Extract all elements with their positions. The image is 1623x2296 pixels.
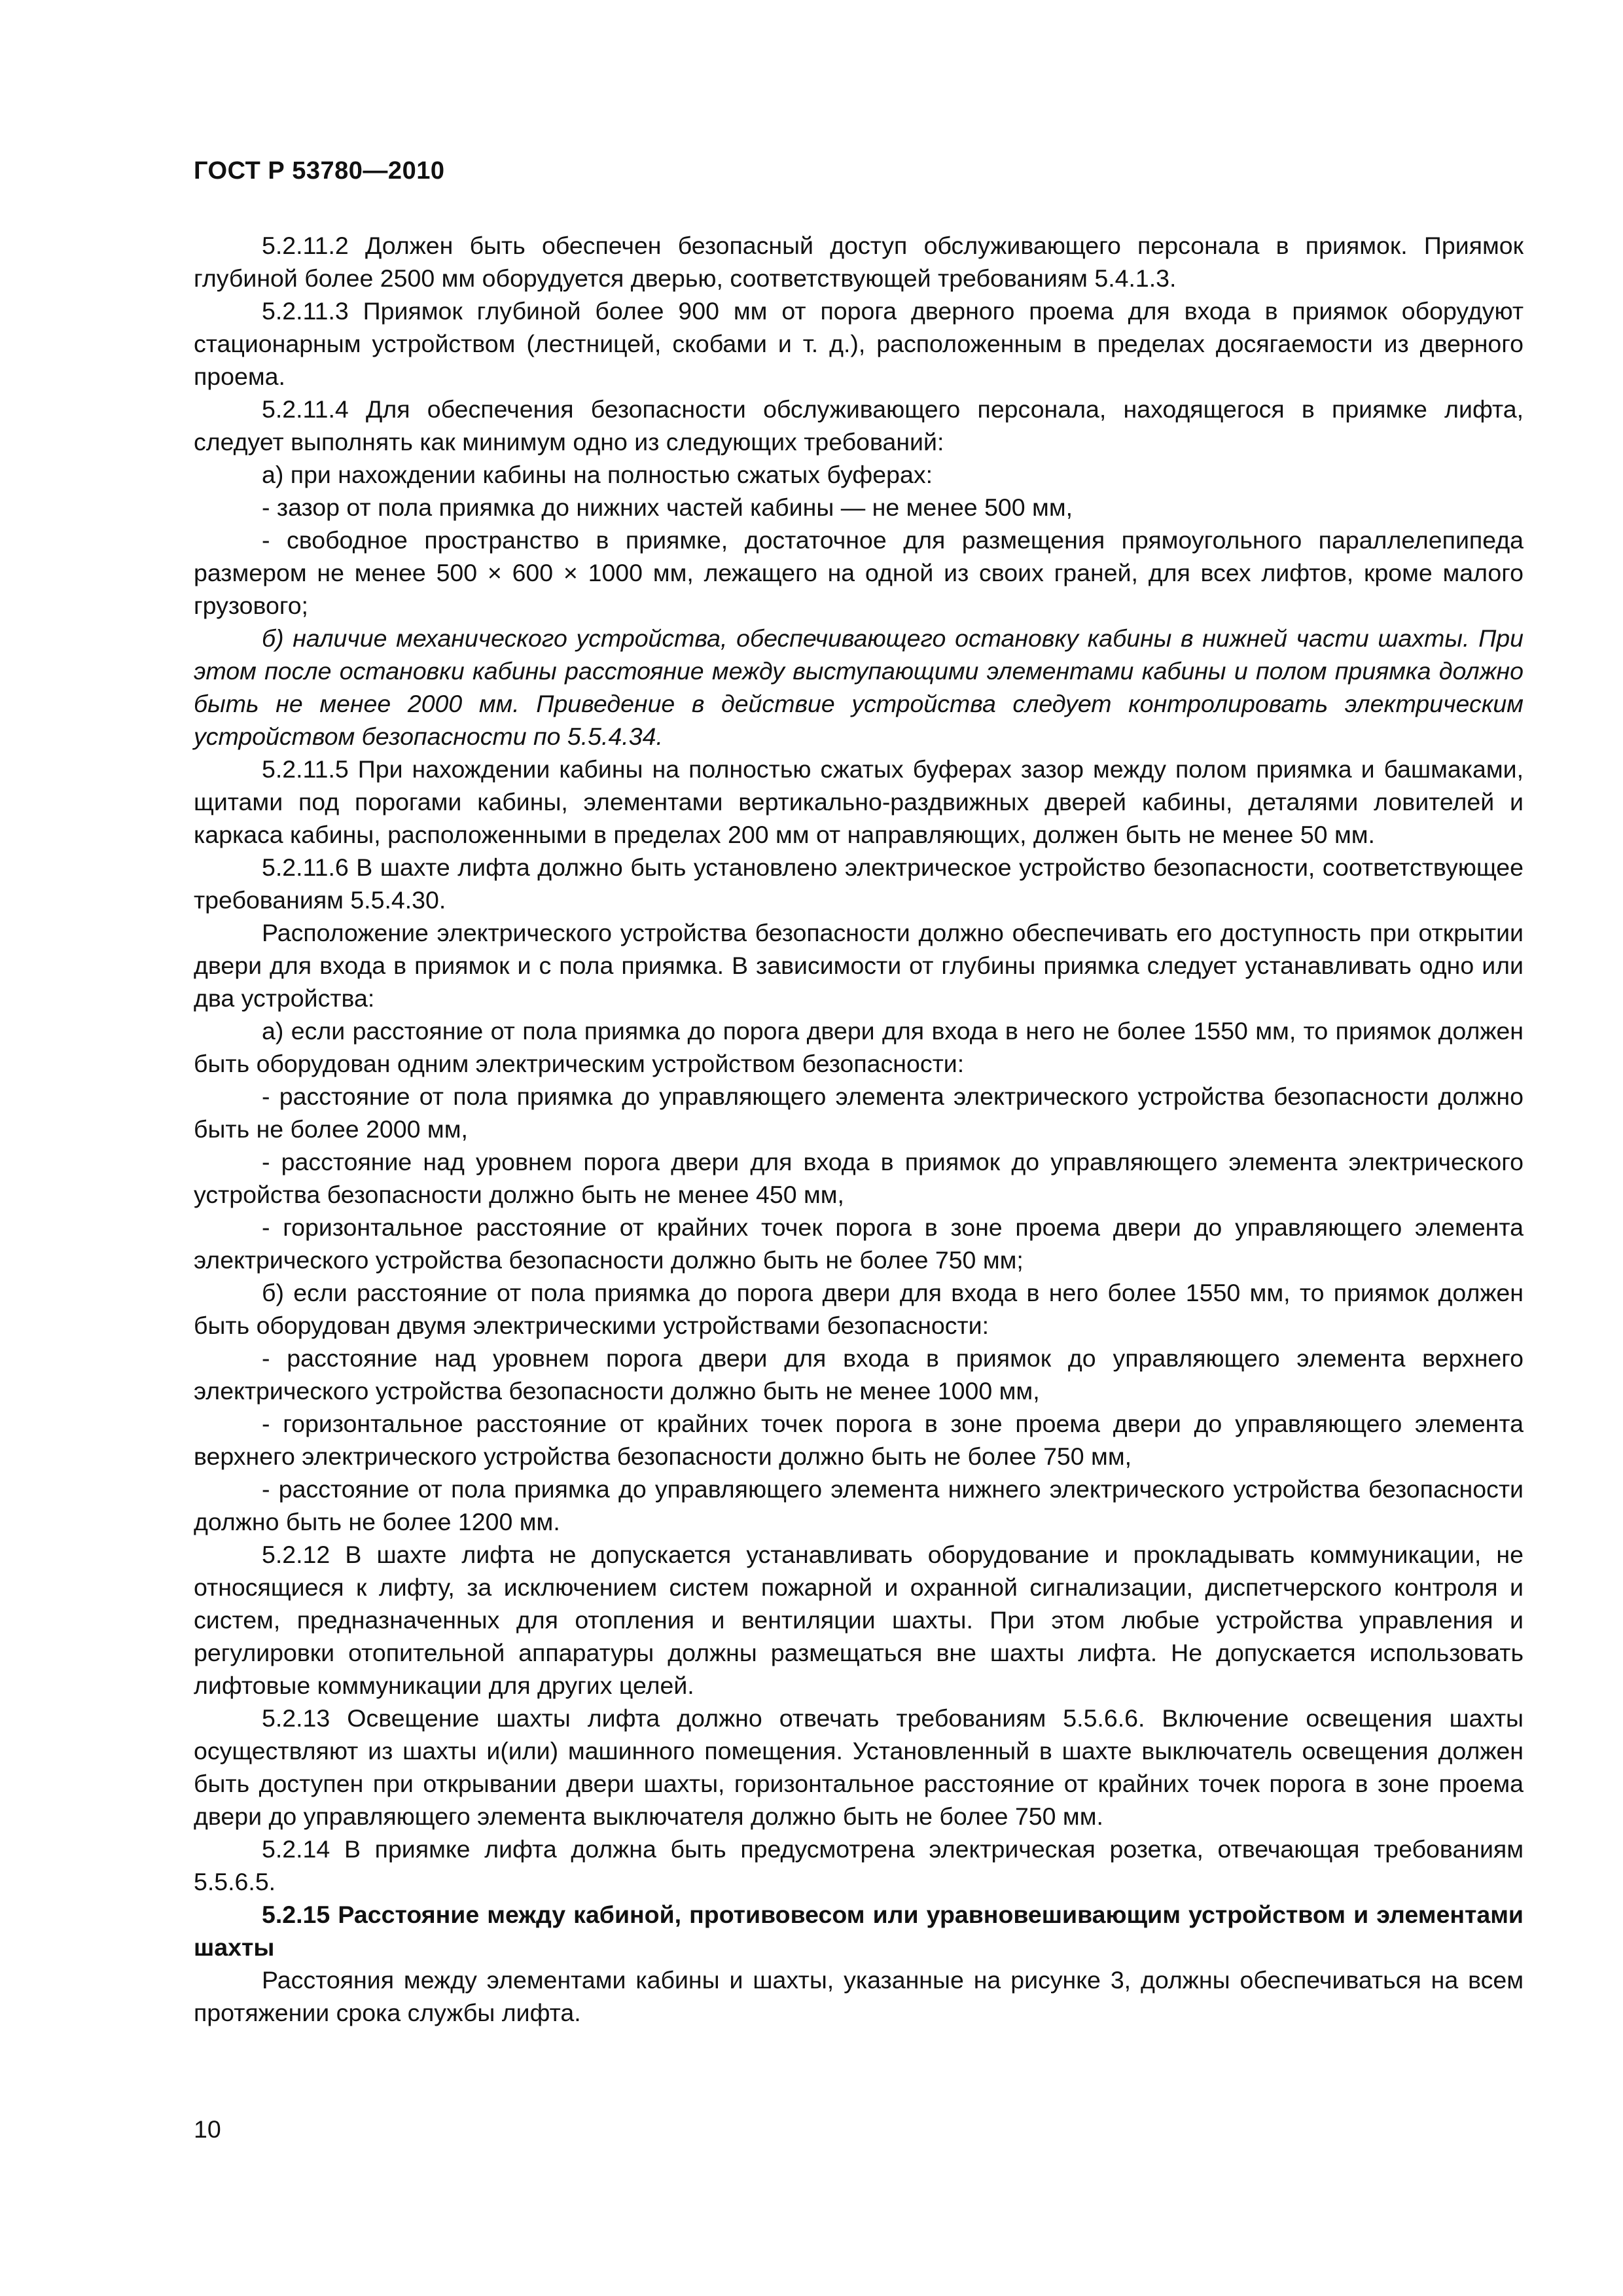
paragraph-placement: Расположение электрического устройства безопасности должно обеспечивать его доступность при открытии двери для входа в приямок и с пола приямка. В зависимости от глубины приямка следует устанавливать одно или два устройства: [194, 919, 1524, 1012]
clause-5-2-13: 5.2.13 Освещение шахты лифта должно отвечать требованиям 5.5.6.6. Включение освещения шахты осуществляют из шахты и(или) машинного помещения. Установленный в шахте выключатель освещения должен быть доступен при открывании двери шахты, горизонтальное расстояние от крайних точек порога в зоне проема двери до управляющего элемента выключателя должно быть не более 750 мм. [194, 1704, 1524, 1830]
clause-5-2-14: 5.2.14 В приямке лифта должна быть предусмотрена электрическая розетка, отвечающая требованиям 5.5.6.5. [194, 1835, 1524, 1895]
clause-5-2-12: 5.2.12 В шахте лифта не допускается устанавливать оборудование и прокладывать коммуникации, не относящиеся к лифту, за исключением систем пожарной и охранной сигнализации, диспетчерского контроля и систем, предназначенных для отопления и вентиляции шахты. При этом любые устройства управления и регулировки отопительной аппаратуры должны размещаться вне шахты лифта. Не допускается использовать лифтовые коммуникации для других целей. [194, 1541, 1524, 1699]
list-item-dash: - горизонтальное расстояние от крайних точек порога в зоне проема двери до управляющего элемента электрического устройства безопасности должно быть не более 750 мм; [194, 1213, 1524, 1274]
list-item-dash: - расстояние от пола приямка до управляющего элемента нижнего электрического устройства безопасности должно быть не более 1200 мм. [194, 1475, 1524, 1535]
page-number: 10 [194, 2115, 221, 2143]
document-code-header: ГОСТ Р 53780—2010 [194, 157, 445, 185]
list-item-a: а) при нахождении кабины на полностью сжатых буферах: [262, 461, 933, 488]
clause-5-2-11-6: 5.2.11.6 В шахте лифта должно быть установлено электрическое устройство безопасности, соответствующее требованиям 5.5.4.30. [194, 853, 1524, 914]
list-item-dash: - расстояние над уровнем порога двери для входа в приямок до управляющего элемента электрического устройства безопасности должно быть не менее 450 мм, [194, 1148, 1524, 1208]
section-heading-5-2-15: 5.2.15 Расстояние между кабиной, противовесом или уравновешивающим устройством и элементами шахты [194, 1901, 1524, 1961]
list-item-b-italic: б) наличие механического устройства, обеспечивающего остановку кабины в нижней части шахты. При этом после остановки кабины расстояние между выступающими элементами кабины и полом приямка должно быть не менее 2000 мм. Приведение в действие устройства следует контролировать электрическим устройством безопасности по 5.5.4.34. [194, 624, 1524, 750]
clause-5-2-11-2: 5.2.11.2 Должен быть обеспечен безопасный доступ обслуживающего персонала в приямок. Приямок глубиной более 2500 мм оборудуется дверью, соответствующей требованиям 5.4.1.3. [194, 232, 1524, 292]
clause-5-2-11-5: 5.2.11.5 При нахождении кабины на полностью сжатых буферах зазор между полом приямка и башмаками, щитами под порогами кабины, элементами вертикально-раздвижных дверей кабины, деталями ловителей и каркаса кабины, расположенными в пределах 200 мм от направляющих, должен быть не менее 50 мм. [194, 755, 1524, 848]
document-body [194, 229, 1524, 2029]
clause-5-2-11-4: 5.2.11.4 Для обеспечения безопасности обслуживающего персонала, находящегося в приямке лифта, следует выполнять как минимум одно из следующих требований: [194, 395, 1524, 456]
list-item-dash: - зазор от пола приямка до нижних частей кабины — не менее 500 мм, [262, 493, 1073, 521]
paragraph-distances: Расстояния между элементами кабины и шахты, указанные на рисунке 3, должны обеспечиваться на всем протяжении срока службы лифта. [194, 1966, 1524, 2026]
list-item-dash: - расстояние над уровнем порога двери для входа в приямок до управляющего элемента верхнего электрического устройства безопасности должно быть не менее 1000 мм, [194, 1344, 1524, 1405]
list-item-dash: - расстояние от пола приямка до управляющего элемента электрического устройства безопасности должно быть не более 2000 мм, [194, 1083, 1524, 1143]
list-item-a: а) если расстояние от пола приямка до порога двери для входа в него не более 1550 мм, то приямок должен быть оборудован одним электрическим устройством безопасности: [194, 1017, 1524, 1077]
list-item-dash: - горизонтальное расстояние от крайних точек порога в зоне проема двери до управляющего элемента верхнего электрического устройства безопасности должно быть не более 750 мм, [194, 1410, 1524, 1470]
list-item-b: б) если расстояние от пола приямка до порога двери для входа в него более 1550 мм, то приямок должен быть оборудован двумя электрическими устройствами безопасности: [194, 1279, 1524, 1339]
list-item-dash: - свободное пространство в приямке, достаточное для размещения прямоугольного параллелепипеда размером не менее 500 × 600 × 1000 мм, лежащего на одной из своих граней, для всех лифтов, кроме малого грузового; [194, 526, 1524, 619]
clause-5-2-11-3: 5.2.11.3 Приямок глубиной более 900 мм от порога дверного проема для входа в приямок оборудуют стационарным устройством (лестницей, скобами и т. д.), расположенным в пределах досягаемости из дверного проема. [194, 297, 1524, 390]
